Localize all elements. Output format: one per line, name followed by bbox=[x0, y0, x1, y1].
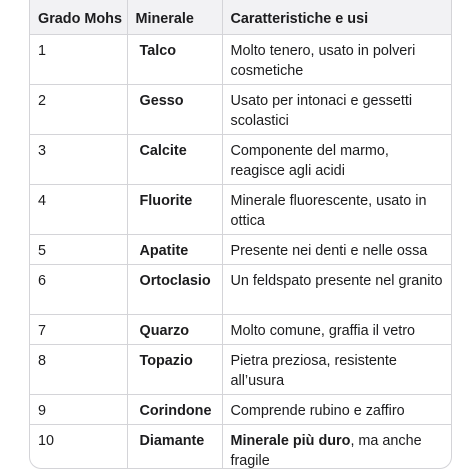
cell-uses-bold: Minerale più duro bbox=[230, 432, 351, 449]
cell-uses-text: Minerale fluorescente, usato in ottica bbox=[230, 192, 427, 229]
table-row bbox=[30, 234, 451, 264]
cell-grade: 4 bbox=[30, 184, 127, 234]
cell-uses bbox=[222, 424, 451, 469]
cell-grade: 1 bbox=[38, 42, 47, 59]
cell-uses bbox=[222, 34, 451, 84]
table-row bbox=[30, 264, 451, 314]
header-uses: Caratteristiche e usi bbox=[222, 0, 451, 34]
mohs-hardness-table bbox=[30, 0, 451, 469]
cell-grade: 7 bbox=[30, 314, 127, 344]
table-row bbox=[30, 394, 451, 424]
cell-uses bbox=[222, 314, 451, 344]
cell-uses bbox=[222, 394, 451, 424]
cell-mineral: Apatite bbox=[127, 234, 222, 264]
cell-mineral: Diamante bbox=[127, 424, 222, 469]
table-row bbox=[30, 84, 451, 134]
cell-uses-text: , ma anche fragile bbox=[230, 432, 422, 469]
cell-mineral: Gesso bbox=[127, 84, 222, 134]
cell-uses bbox=[222, 84, 451, 134]
cell-mineral: Ortoclasio bbox=[127, 264, 222, 314]
mohs-table-container bbox=[29, 0, 452, 469]
cell-uses-text: Comprende rubino e zaffiro bbox=[230, 402, 405, 419]
cell-uses bbox=[222, 344, 451, 394]
cell-grade: 3 bbox=[30, 134, 127, 184]
cell-mineral: Fluorite bbox=[127, 184, 222, 234]
cell-grade: 2 bbox=[30, 84, 127, 134]
cell-grade: 9 bbox=[30, 394, 127, 424]
cell-grade: 10 bbox=[30, 424, 127, 469]
cell-mineral: Talco bbox=[127, 34, 222, 84]
cell-uses bbox=[222, 184, 451, 234]
cell-uses bbox=[222, 264, 451, 314]
cell-uses-text: Molto tenero, usato in polveri cosmetiche bbox=[230, 42, 416, 79]
cell-grade: 5 bbox=[30, 234, 127, 264]
cell-uses-text: Componente del marmo, reagisce agli acidi bbox=[230, 142, 389, 179]
cell-uses bbox=[222, 134, 451, 184]
cell-grade: 6 bbox=[30, 264, 127, 314]
table-row bbox=[30, 314, 451, 344]
cell-grade: 8 bbox=[30, 344, 127, 394]
cell-uses-text: Molto comune, graffia il vetro bbox=[230, 322, 415, 339]
cell-mineral: Topazio bbox=[127, 344, 222, 394]
cell-uses-text: Un feldspato presente nel granito bbox=[230, 272, 443, 289]
table-header-row bbox=[30, 0, 451, 34]
cell-uses bbox=[222, 234, 451, 264]
cell-uses-text: Presente nei denti e nelle ossa bbox=[230, 242, 428, 259]
table-row bbox=[30, 184, 451, 234]
cell-mineral: Corindone bbox=[127, 394, 222, 424]
table-row bbox=[30, 34, 451, 84]
table-row bbox=[30, 344, 451, 394]
table-row bbox=[30, 134, 451, 184]
cell-mineral: Calcite bbox=[127, 134, 222, 184]
cell-uses-text: Usato per intonaci e gessetti scolastici bbox=[230, 92, 413, 129]
table-row bbox=[30, 424, 451, 469]
cell-uses-text: Pietra preziosa, resistente all’usura bbox=[230, 352, 397, 389]
header-mineral: Minerale bbox=[127, 0, 222, 34]
header-grade: Grado Mohs bbox=[30, 0, 127, 34]
cell-mineral: Quarzo bbox=[127, 314, 222, 344]
